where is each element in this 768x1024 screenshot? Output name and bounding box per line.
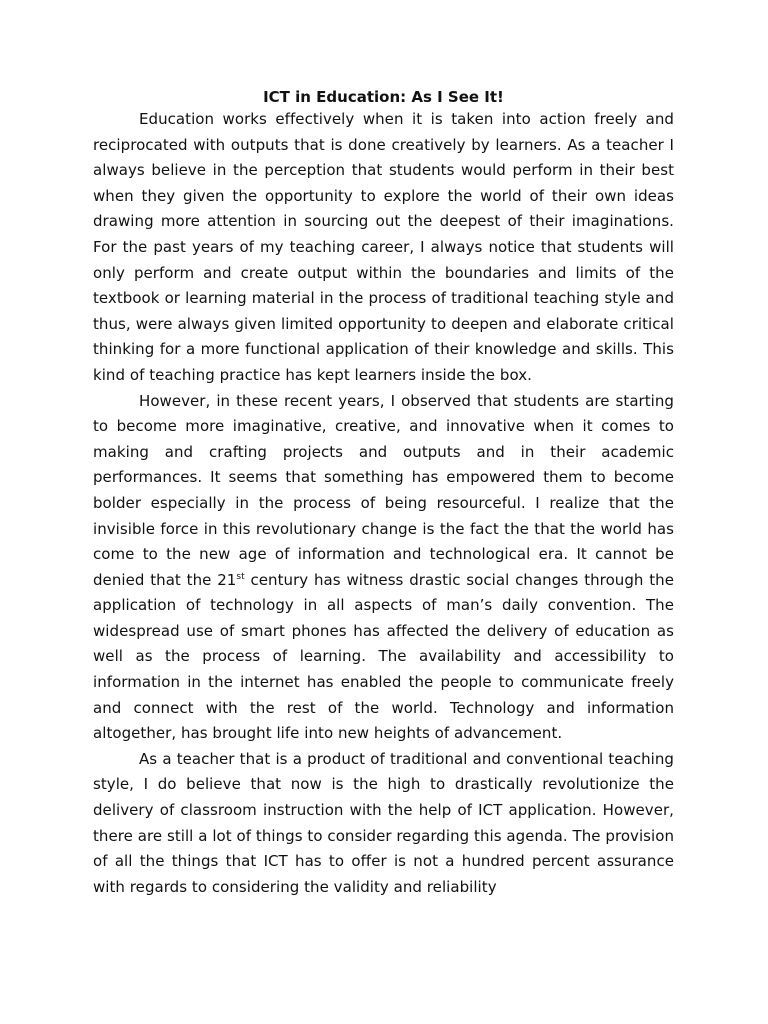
paragraph-1: Education works effectively when it is taken into action freely and reciprocated with outputs that is done creatively by learners. As a teacher I always believe in the perception that students would perform in their best when they given the opportunity to explore the world of their own ideas drawing more attention in sourcing out the deepest of their imaginations. For the past years of my teaching career, I always notice that students will only perform and create output within the boundaries and limits of the textbook or learning material in the process of traditional teaching style and thus, were always given limited opportunity to deepen and elaborate critical thinking for a more functional application of their knowledge and skills. This kind of teaching practice has kept learners inside the box. [93,110,674,384]
document-title: ICT in Education: As I See It! [263,88,504,106]
paragraph-3: As a teacher that is a product of traditional and conventional teaching style, I do believe that now is the high to drastically revolutionize the delivery of classroom instruction with the help of ICT application. However, there are still a lot of things to consider regarding this agenda. The provision of all the things that ICT has to offer is not a hundred percent assurance with regards to considering the validity and reliability [93,749,674,896]
superscript-ordinal: st [236,571,245,582]
paragraph-2 [93,389,674,747]
paragraph-2-text-end: century has witness drastic social changes through the application of technology in all aspects of man’s daily convention. The widespread use of smart phones has affected the delivery of education as well as the process of learning. The availability and accessibility to information in the internet has enabled the people to communicate freely and connect with the rest of the world. Technology and information altogether, has brought life into new heights of advancement. [93,570,674,743]
document-body [93,86,674,900]
paragraph-2-text-start: However, in these recent years, I observed that students are starting to become more imaginative, creative, and innovative when it comes to making and crafting projects and outputs and in their academic performances. It seems that something has empowered them to become bolder especially in the process of being resourceful. I realize that the invisible force in this revolutionary change is the fact the that the world has come to the new age of information and technological era. It cannot be denied that the 21 [93,391,674,589]
